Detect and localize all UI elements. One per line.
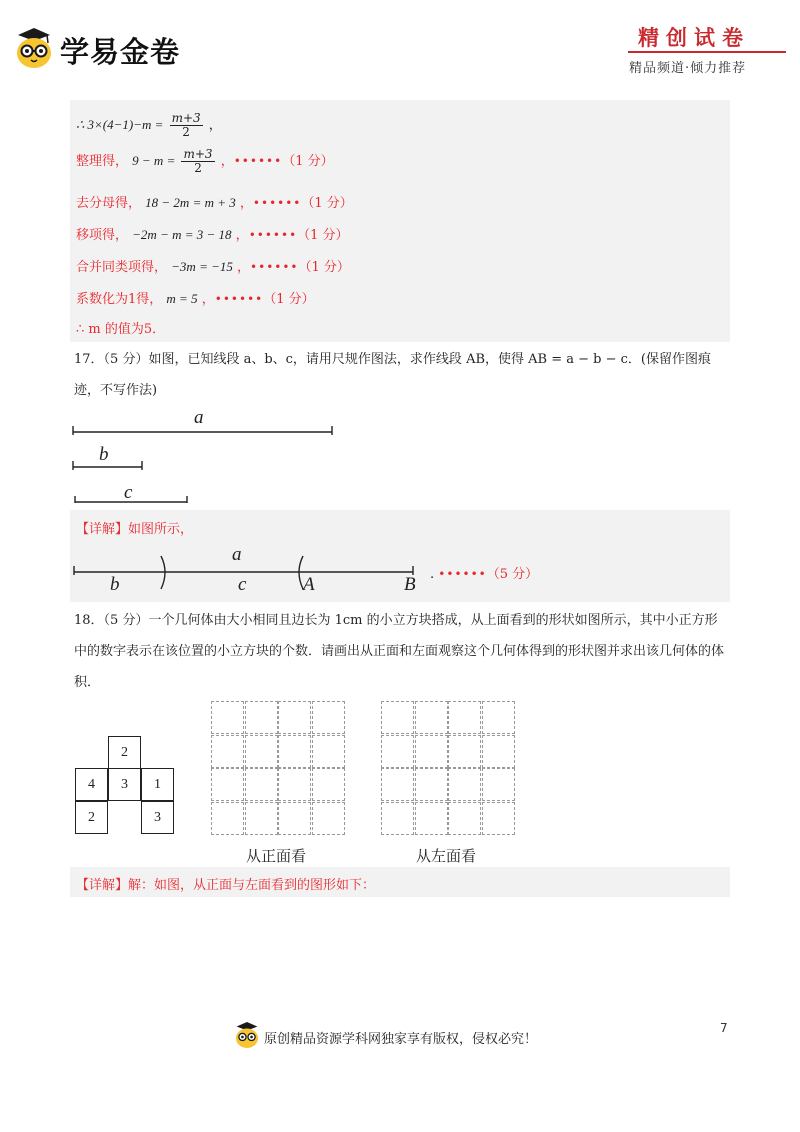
fig-label-a: a xyxy=(232,544,242,565)
label-a: a xyxy=(194,407,204,428)
grid-cell xyxy=(448,735,481,768)
grid-cell xyxy=(381,735,414,768)
grid-cell xyxy=(448,802,481,835)
sol17-score: . ••••••（5 分） xyxy=(430,567,539,582)
grid-cell xyxy=(312,768,345,801)
label-b: b xyxy=(99,444,109,465)
sol16-line-1: ∴ 3×(4−1)−m = $\frac{m+3}{2}$ ， xyxy=(76,111,222,139)
header-tag xyxy=(628,22,788,78)
sol16-line-2: 整理得， 9 − m = $\frac{m+3}{2}$ ，••••••（1 分） xyxy=(76,147,334,175)
tag-title: 精创试卷 xyxy=(638,25,750,50)
grid-cell xyxy=(482,768,515,801)
grid-cell xyxy=(312,802,345,835)
page-number: 7 xyxy=(720,1021,728,1035)
q17-segments-figure xyxy=(66,404,366,504)
grid-cell xyxy=(381,768,414,801)
grid-cell xyxy=(245,768,278,801)
owl-mascot-icon xyxy=(234,1020,260,1050)
solution-18-block xyxy=(70,867,730,897)
tag-divider xyxy=(628,51,786,53)
grid-cell xyxy=(415,735,448,768)
grid-cell xyxy=(448,768,481,801)
q18-top-view xyxy=(75,736,176,837)
grid-cell xyxy=(245,701,278,734)
top-view-cell: 1 xyxy=(141,768,174,801)
grid-cell xyxy=(278,735,311,768)
grid-cell xyxy=(312,735,345,768)
top-view-cell: 4 xyxy=(75,768,108,801)
grid-cell xyxy=(482,701,515,734)
grid-cell xyxy=(245,735,278,768)
fig-label-B: B xyxy=(404,574,416,595)
solution-16-block xyxy=(70,100,730,342)
top-view-cell: 3 xyxy=(141,801,174,834)
fig-label-b: b xyxy=(110,574,120,595)
grid-cell xyxy=(482,735,515,768)
sol18-line: 【详解】解：如图，从正面与左面看到的图形如下： xyxy=(76,878,376,893)
sol16-line-6: 系数化为1得， m = 5 ，••••••（1 分） xyxy=(76,291,315,307)
sol16-line-3: 去分母得， 18 − 2m = m + 3 ，••••••（1 分） xyxy=(76,195,353,211)
sol17-label: 【详解】如图所示， xyxy=(76,522,194,537)
q18-text: 18．（5 分）一个几何体由大小相同且边长为 1cm 的小立方块搭成，从上面看到的形状如图所示，其中小正方形中的数字表示在该位置的小立方块的个数．请画出从正面和左面观察这个几何体得到的形状图并求出该几何体的体积． xyxy=(74,613,725,690)
tag-subtitle: 精品频道·倾力推荐 xyxy=(629,61,747,76)
grid-cell xyxy=(381,802,414,835)
header-logo xyxy=(14,26,204,72)
grid-cell xyxy=(278,701,311,734)
sol16-line-7: ∴ m 的值为5． xyxy=(76,322,166,337)
fig-label-A: A xyxy=(303,574,315,595)
grid-cell xyxy=(278,768,311,801)
owl-mascot-icon xyxy=(14,26,54,70)
left-view-grid xyxy=(381,701,515,835)
grid-cell xyxy=(245,802,278,835)
grid-cell xyxy=(278,802,311,835)
grid-cell xyxy=(415,802,448,835)
sol16-line-4: 移项得， −2m − m = 3 − 18 ，••••••（1 分） xyxy=(76,227,349,243)
grid-cell xyxy=(211,735,244,768)
top-view-cell: 3 xyxy=(108,768,141,801)
sol16-line-5: 合并同类项得， −3m = −15 ，••••••（1 分） xyxy=(76,259,350,275)
footer xyxy=(234,1020,574,1052)
copyright-text: 原创精品资源学科网独家享有版权，侵权必究！ xyxy=(264,1032,538,1047)
grid-cell xyxy=(415,701,448,734)
front-view-label: 从正面看 xyxy=(246,847,307,865)
top-view-cell: 2 xyxy=(75,801,108,834)
front-view-grid xyxy=(211,701,345,835)
grid-cell xyxy=(211,802,244,835)
grid-cell xyxy=(211,768,244,801)
grid-cell xyxy=(381,701,414,734)
top-view-cell: 2 xyxy=(108,736,141,769)
q17-construction-figure xyxy=(70,542,430,602)
grid-cell xyxy=(482,802,515,835)
q17-text: 17．（5 分）如图，已知线段 a、b、c，请用尺规作图法，求作线段 AB，使得 AB = a − b − c．(保留作图痕迹，不写作法) xyxy=(74,352,711,398)
solution-17-block xyxy=(70,510,730,602)
left-view-label: 从左面看 xyxy=(416,847,477,865)
fig-label-c: c xyxy=(238,574,247,595)
grid-cell xyxy=(448,701,481,734)
grid-cell xyxy=(211,701,244,734)
brand-name: 学易金卷 xyxy=(60,35,181,69)
label-c: c xyxy=(124,482,133,503)
grid-cell xyxy=(312,701,345,734)
grid-cell xyxy=(415,768,448,801)
